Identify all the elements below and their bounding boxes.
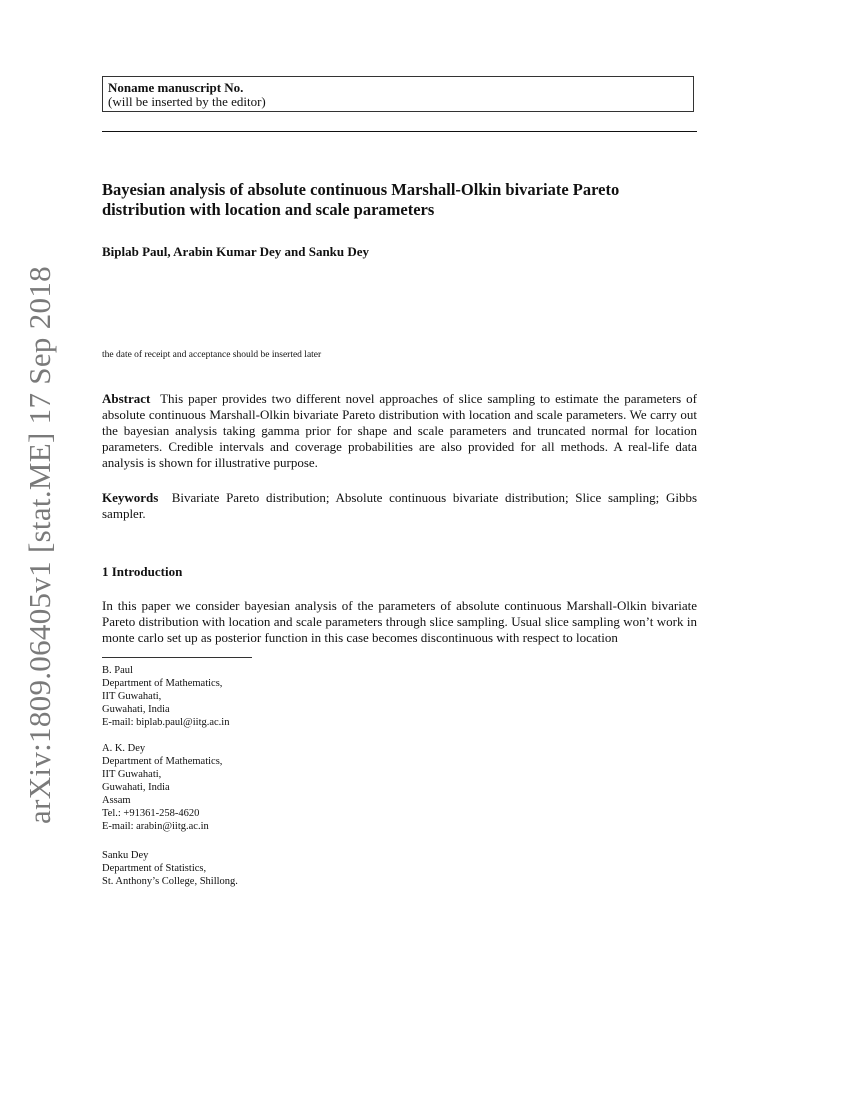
author-list: Biplab Paul, Arabin Kumar Dey and Sanku Dey <box>102 244 370 259</box>
keywords-text: Bivariate Pareto distribution; Absolute continuous bivariate distribution; Slice sampling; Gibbs sampler. <box>102 490 698 521</box>
keywords-label: Keywords <box>102 490 159 505</box>
affiliation-line: IIT Guwahati, <box>102 769 162 780</box>
abstract-label: Abstract <box>102 391 151 406</box>
affiliation-phone: Tel.: +91361-258-4620 <box>102 808 200 819</box>
affiliation-line: Guwahati, India <box>102 704 170 715</box>
affiliation-email: E-mail: biplab.paul@iitg.ac.in <box>102 717 230 728</box>
affiliation-dey <box>102 742 222 833</box>
manuscript-number-box <box>102 76 694 112</box>
abstract <box>102 391 697 471</box>
affiliation-line: Guwahati, India <box>102 782 170 793</box>
affiliation-line: Department of Mathematics, <box>102 756 223 767</box>
section-heading-introduction: 1 Introduction <box>102 564 183 579</box>
editor-note: (will be inserted by the editor) <box>108 94 266 109</box>
introduction-paragraph: In this paper we consider bayesian analysis of the parameters of absolute continuous Marshall-Olkin bivariate Pareto distribution with location and scale parameters through slice sampling. Usual slice sampling won’t work in monte carlo set up as posterior function in this case becomes discontinuous with respect to location <box>102 598 697 645</box>
affiliation-line: B. Paul <box>102 665 133 676</box>
arxiv-stamp <box>17 266 63 824</box>
paper-title: Bayesian analysis of absolute continuous Marshall-Olkin bivariate Pareto distribution with location and scale parameters <box>102 180 620 219</box>
affiliation-line: Sanku Dey <box>102 850 149 861</box>
affiliation-line: A. K. Dey <box>102 743 146 754</box>
received-note: the date of receipt and acceptance should be inserted later <box>102 350 322 360</box>
affiliation-paul <box>102 664 229 729</box>
affiliation-line: St. Anthony’s College, Shillong. <box>102 876 238 887</box>
abstract-text: This paper provides two different novel approaches of slice sampling to estimate the parameters of absolute continuous Marshall-Olkin bivariate Pareto distribution with location and scale parameters. We carry out the bayesian analysis taking gamma prior for shape and scale parameters and truncated normal for location parameters. Credible intervals and coverage probabilities are also provided for all methods. A real-life data analysis is shown for illustrative purpose. <box>102 391 697 470</box>
arxiv-stamp-text: arXiv:1809.06405v1 [stat.ME] 17 Sep 2018 <box>22 266 57 824</box>
footnote-rule <box>102 657 252 658</box>
affiliation-email: E-mail: arabin@iitg.ac.in <box>102 821 209 832</box>
affiliation-line: Department of Mathematics, <box>102 678 223 689</box>
affiliation-line: IIT Guwahati, <box>102 691 162 702</box>
affiliation-line: Department of Statistics, <box>102 863 207 874</box>
affiliation-sanku-dey <box>102 849 238 888</box>
manuscript-number-label: Noname manuscript No. <box>108 80 244 95</box>
keywords <box>102 490 697 522</box>
affiliation-line: Assam <box>102 795 131 806</box>
header-rule <box>102 131 697 132</box>
